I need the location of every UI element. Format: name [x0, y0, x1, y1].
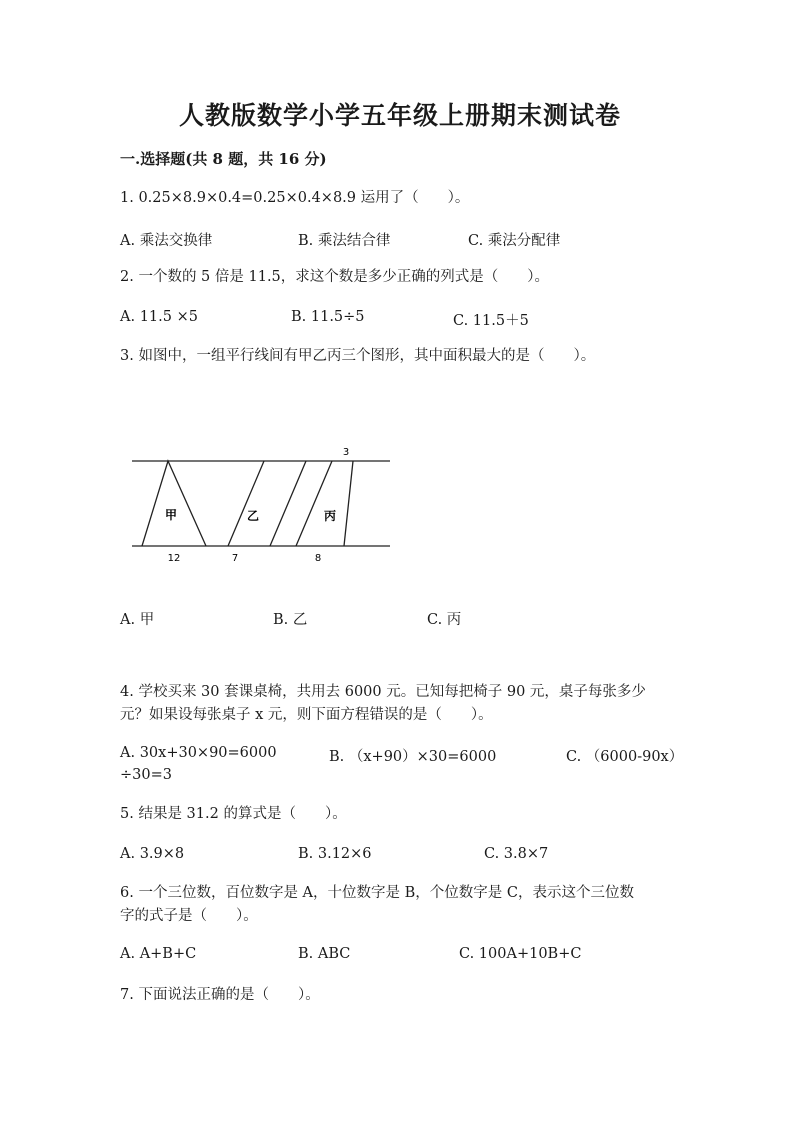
- question-1: 1. 0.25×8.9×0.4=0.25×0.4×8.9 运用了（ ）。: [120, 190, 470, 206]
- q4-option-b[interactable]: B. （x+90）×30=6000: [329, 749, 497, 765]
- q4-option-c-continuation: ÷30=3: [120, 767, 172, 783]
- section-heading: 一.选择题(共 8 题，共 16 分): [120, 150, 327, 168]
- shape-bing-left-side: [296, 461, 332, 546]
- shape-jia-triangle: [142, 461, 206, 546]
- q6-option-a[interactable]: A. A+B+C: [120, 946, 197, 962]
- label-yi: 乙: [246, 509, 260, 523]
- dim-jia-base: 12: [167, 553, 181, 564]
- question-2: 2. 一个数的 5 倍是 11.5，求这个数是多少正确的列式是（ ）。: [120, 269, 550, 285]
- question-4-line-2: 元？如果设每张桌子 x 元，则下面方程错误的是（ ）。: [120, 707, 493, 723]
- q2-option-c[interactable]: C. 11.5＋5: [453, 313, 529, 329]
- question-6-line-2: 字的式子是（ ）。: [120, 908, 258, 924]
- dim-top: 3: [342, 447, 350, 458]
- question-4-line-1: 4. 学校买来 30 套课桌椅，共用去 6000 元。已知每把椅子 90 元，桌子每张多少: [120, 684, 646, 700]
- label-bing: 丙: [323, 509, 337, 523]
- parallel-lines-figure: [128, 440, 398, 570]
- question-3: 3. 如图中，一组平行线间有甲乙丙三个图形，其中面积最大的是（ ）。: [120, 348, 596, 364]
- dim-yi-base: 7: [231, 553, 239, 564]
- question-6-line-1: 6. 一个三位数，百位数字是 A，十位数字是 B，个位数字是 C，表示这个三位数: [120, 885, 634, 901]
- q5-option-b[interactable]: B. 3.12×6: [298, 846, 372, 862]
- q1-option-b[interactable]: B. 乘法结合律: [298, 233, 391, 249]
- q5-option-a[interactable]: A. 3.9×8: [120, 846, 185, 862]
- q3-option-a[interactable]: A. 甲: [120, 612, 155, 628]
- q5-option-c[interactable]: C. 3.8×7: [484, 846, 549, 862]
- dim-bing-base: 8: [314, 553, 322, 564]
- shape-yi-right-side: [270, 461, 306, 546]
- q3-option-b[interactable]: B. 乙: [273, 612, 308, 628]
- shape-bing-right-side: [344, 461, 353, 546]
- q1-option-c[interactable]: C. 乘法分配律: [468, 233, 561, 249]
- question-5: 5. 结果是 31.2 的算式是（ ）。: [120, 806, 347, 822]
- label-jia: 甲: [164, 508, 178, 522]
- q4-option-c[interactable]: C. （6000-90x）: [566, 749, 684, 765]
- q6-option-c[interactable]: C. 100A+10B+C: [459, 946, 582, 962]
- question-7: 7. 下面说法正确的是（ ）。: [120, 987, 320, 1003]
- q3-option-c[interactable]: C. 丙: [427, 612, 462, 628]
- q6-option-b[interactable]: B. ABC: [298, 946, 351, 962]
- q2-option-a[interactable]: A. 11.5 ×5: [120, 309, 198, 325]
- q4-option-a[interactable]: A. 30x+30×90=6000: [120, 745, 277, 761]
- shape-yi-left-side: [228, 461, 264, 546]
- q1-option-a[interactable]: A. 乘法交换律: [120, 233, 213, 249]
- page-title: 人教版数学小学五年级上册期末测试卷: [178, 101, 621, 130]
- q2-option-b[interactable]: B. 11.5÷5: [291, 309, 365, 325]
